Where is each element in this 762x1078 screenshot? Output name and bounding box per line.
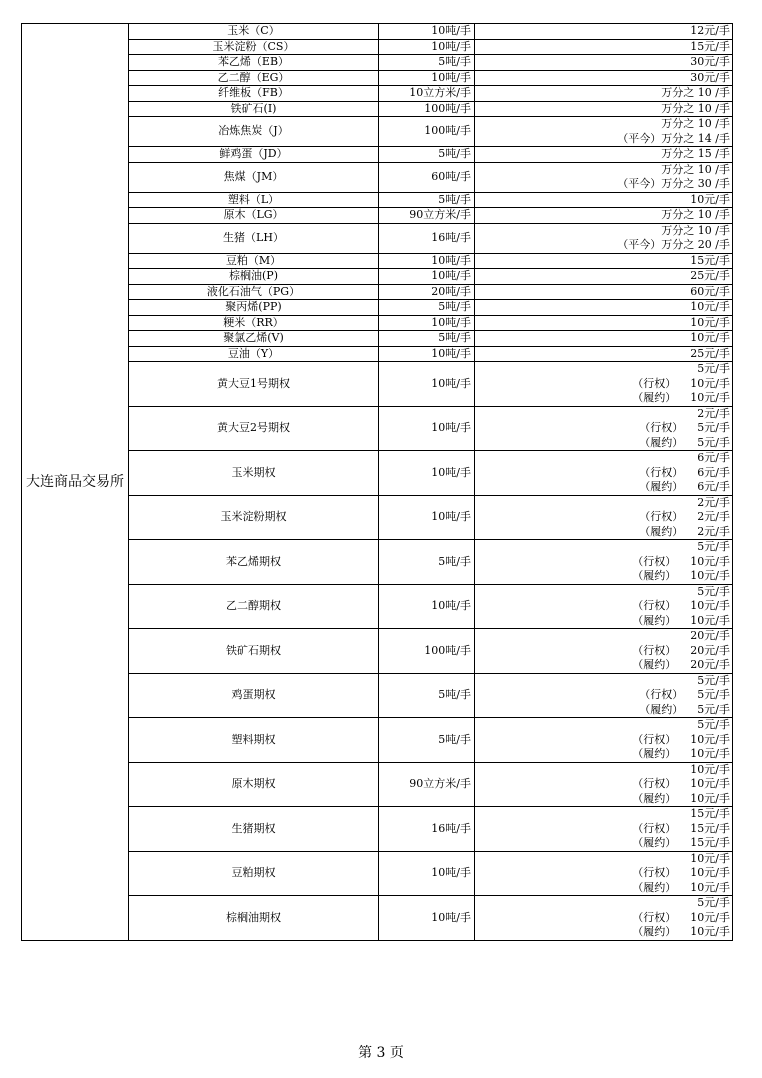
fee-type-label: （履约） xyxy=(632,747,677,760)
fee-value: 10元/手 xyxy=(690,569,730,582)
fee-type-label: （履约） xyxy=(632,613,677,627)
fee-type-label: （行权） xyxy=(639,510,684,523)
table-row xyxy=(22,192,733,208)
fee-type-label: （履约） xyxy=(632,391,677,404)
fee-type-label: （行权） xyxy=(632,821,677,835)
table-row xyxy=(22,451,733,496)
trading-unit: 10吨/手 xyxy=(379,451,475,496)
fee-line xyxy=(478,881,730,896)
fee-value: 6元/手 xyxy=(697,465,730,479)
fee-line xyxy=(478,585,730,600)
fee-cell xyxy=(475,406,733,451)
fee-value: 15元/手 xyxy=(690,807,730,820)
fee-line xyxy=(478,285,730,300)
fee-type-label: （履约） xyxy=(632,658,677,671)
table-row xyxy=(22,269,733,285)
fee-line xyxy=(478,733,730,748)
fee-line xyxy=(478,807,730,822)
fee-value: 5元/手 xyxy=(697,896,730,909)
fee-value: 10元/手 xyxy=(690,300,730,313)
trading-unit: 90立方米/手 xyxy=(379,208,475,224)
product-name: 粳米（RR） xyxy=(129,315,379,331)
page-number: 第 3 页 xyxy=(358,1045,404,1061)
table-row xyxy=(22,24,733,40)
fee-line xyxy=(478,71,730,86)
table-row xyxy=(22,208,733,224)
fee-line xyxy=(478,132,730,147)
fee-line xyxy=(478,362,730,377)
fee-value: 5元/手 xyxy=(697,702,730,716)
fee-value: 15元/手 xyxy=(690,253,730,267)
fee-cell xyxy=(475,208,733,224)
fee-value: 万分之 15 /手 xyxy=(661,147,730,160)
fee-table-body xyxy=(22,24,733,941)
table-row xyxy=(22,807,733,852)
fee-line xyxy=(478,896,730,911)
fee-cell xyxy=(475,346,733,362)
trading-unit: 10吨/手 xyxy=(379,406,475,451)
table-row xyxy=(22,162,733,192)
fee-line xyxy=(478,224,730,239)
table-row xyxy=(22,718,733,763)
fee-cell xyxy=(475,147,733,163)
fee-line xyxy=(478,703,730,718)
fee-value: 10元/手 xyxy=(690,747,730,760)
table-row xyxy=(22,851,733,896)
fee-line xyxy=(478,747,730,762)
table-row xyxy=(22,300,733,316)
table-row xyxy=(22,762,733,807)
trading-unit: 10吨/手 xyxy=(379,70,475,86)
fee-value: 5元/手 xyxy=(697,584,730,598)
fee-line xyxy=(478,421,730,436)
fee-line xyxy=(478,540,730,555)
fee-line xyxy=(478,510,730,525)
trading-unit: 5吨/手 xyxy=(379,540,475,585)
trading-unit: 5吨/手 xyxy=(379,331,475,347)
fee-value: 万分之 10 /手 xyxy=(661,208,730,221)
fee-cell xyxy=(475,331,733,347)
fee-cell xyxy=(475,192,733,208)
fee-value: 万分之 10 /手 xyxy=(661,86,730,99)
fee-table xyxy=(21,23,733,941)
fee-value: 6元/手 xyxy=(697,451,730,464)
trading-unit: 60吨/手 xyxy=(379,162,475,192)
fee-value: 10元/手 xyxy=(690,554,730,568)
trading-unit: 5吨/手 xyxy=(379,192,475,208)
fee-line xyxy=(478,347,730,362)
fee-type-label: （履约） xyxy=(632,791,677,805)
fee-value: 15元/手 xyxy=(690,39,730,53)
product-name: 黄大豆2号期权 xyxy=(129,406,379,451)
product-name: 原木（LG） xyxy=(129,208,379,224)
trading-unit: 100吨/手 xyxy=(379,101,475,117)
fee-value: 10元/手 xyxy=(690,315,730,329)
table-row xyxy=(22,147,733,163)
fee-line xyxy=(478,644,730,659)
fee-value: 10元/手 xyxy=(690,925,730,938)
fee-value: 10元/手 xyxy=(690,613,730,627)
fee-line xyxy=(478,792,730,807)
table-row xyxy=(22,584,733,629)
trading-unit: 10立方米/手 xyxy=(379,86,475,102)
fee-value: 25元/手 xyxy=(690,269,730,282)
fee-line xyxy=(478,208,730,223)
trading-unit: 100吨/手 xyxy=(379,117,475,147)
fee-value: 5元/手 xyxy=(697,673,730,687)
product-name: 豆粕期权 xyxy=(129,851,379,896)
trading-unit: 10吨/手 xyxy=(379,24,475,40)
product-name: 棕榈油期权 xyxy=(129,896,379,941)
table-row xyxy=(22,253,733,269)
product-name: 豆油（Y） xyxy=(129,346,379,362)
fee-line xyxy=(478,480,730,495)
fee-line xyxy=(478,777,730,792)
fee-line xyxy=(478,836,730,851)
fee-line xyxy=(478,40,730,55)
fee-value: 10元/手 xyxy=(690,331,730,344)
fee-value: 5元/手 xyxy=(697,718,730,731)
fee-value: 5元/手 xyxy=(697,688,730,701)
product-name: 鸡蛋期权 xyxy=(129,673,379,718)
fee-value: 万分之 10 /手 xyxy=(661,162,730,176)
product-name: 塑料（L） xyxy=(129,192,379,208)
fee-cell xyxy=(475,673,733,718)
fee-line xyxy=(478,599,730,614)
fee-line xyxy=(478,254,730,269)
fee-cell xyxy=(475,362,733,407)
product-name: 铁矿石期权 xyxy=(129,629,379,674)
fee-line xyxy=(478,391,730,406)
product-name: 乙二醇（EG） xyxy=(129,70,379,86)
fee-line xyxy=(478,688,730,703)
fee-value: 2元/手 xyxy=(697,524,730,538)
trading-unit: 5吨/手 xyxy=(379,147,475,163)
trading-unit: 20吨/手 xyxy=(379,284,475,300)
product-name: 冶炼焦炭（J） xyxy=(129,117,379,147)
table-row xyxy=(22,223,733,253)
fee-cell xyxy=(475,896,733,941)
fee-value: 60元/手 xyxy=(690,284,730,298)
product-name: 黄大豆1号期权 xyxy=(129,362,379,407)
fee-value: 5元/手 xyxy=(697,540,730,553)
trading-unit: 10吨/手 xyxy=(379,269,475,285)
trading-unit: 10吨/手 xyxy=(379,584,475,629)
fee-line xyxy=(478,555,730,570)
fee-line xyxy=(478,525,730,540)
trading-unit: 90立方米/手 xyxy=(379,762,475,807)
fee-cell xyxy=(475,39,733,55)
fee-cell xyxy=(475,315,733,331)
trading-unit: 10吨/手 xyxy=(379,495,475,540)
fee-value: 12元/手 xyxy=(690,24,730,37)
fee-value: 20元/手 xyxy=(690,629,730,642)
table-row xyxy=(22,86,733,102)
fee-type-label: （行权） xyxy=(632,732,677,746)
fee-line xyxy=(478,163,730,178)
fee-value: 10元/手 xyxy=(690,376,730,390)
fee-value: 万分之 10 /手 xyxy=(661,101,730,115)
fee-value: 25元/手 xyxy=(690,346,730,360)
fee-line xyxy=(478,763,730,778)
fee-value: （平今）万分之 20 /手 xyxy=(617,238,730,251)
trading-unit: 5吨/手 xyxy=(379,300,475,316)
fee-value: 6元/手 xyxy=(697,480,730,493)
fee-line xyxy=(478,436,730,451)
fee-value: 10元/手 xyxy=(690,880,730,894)
product-name: 焦煤（JM） xyxy=(129,162,379,192)
fee-value: 10元/手 xyxy=(690,777,730,790)
product-name: 苯乙烯期权 xyxy=(129,540,379,585)
product-name: 纤维板（FB） xyxy=(129,86,379,102)
trading-unit: 5吨/手 xyxy=(379,673,475,718)
table-row xyxy=(22,70,733,86)
table-row xyxy=(22,346,733,362)
fee-value: 5元/手 xyxy=(697,362,730,375)
fee-line xyxy=(478,569,730,584)
fee-line xyxy=(478,316,730,331)
trading-unit: 10吨/手 xyxy=(379,851,475,896)
product-name: 铁矿石(I) xyxy=(129,101,379,117)
fee-cell xyxy=(475,24,733,40)
table-row xyxy=(22,495,733,540)
fee-value: 10元/手 xyxy=(690,391,730,404)
fee-value: 10元/手 xyxy=(690,791,730,805)
fee-cell xyxy=(475,284,733,300)
trading-unit: 16吨/手 xyxy=(379,223,475,253)
fee-line xyxy=(478,674,730,689)
fee-type-label: （履约） xyxy=(639,480,684,493)
fee-value: 20元/手 xyxy=(690,658,730,671)
fee-type-label: （行权） xyxy=(639,421,684,434)
trading-unit: 10吨/手 xyxy=(379,362,475,407)
table-row xyxy=(22,362,733,407)
trading-unit: 10吨/手 xyxy=(379,346,475,362)
exchange-name: 大连商品交易所 xyxy=(22,24,129,941)
trading-unit: 5吨/手 xyxy=(379,718,475,763)
table-row xyxy=(22,896,733,941)
fee-line xyxy=(478,822,730,837)
fee-type-label: （行权） xyxy=(632,777,677,790)
product-name: 液化石油气（PG） xyxy=(129,284,379,300)
fee-cell xyxy=(475,629,733,674)
fee-line xyxy=(478,86,730,101)
product-name: 聚氯乙烯(V) xyxy=(129,331,379,347)
table-row xyxy=(22,117,733,147)
table-row xyxy=(22,284,733,300)
fee-type-label: （行权） xyxy=(632,866,677,879)
product-name: 玉米（C） xyxy=(129,24,379,40)
fee-type-label: （履约） xyxy=(639,702,684,716)
fee-cell xyxy=(475,300,733,316)
fee-type-label: （行权） xyxy=(632,599,677,612)
table-row xyxy=(22,101,733,117)
trading-unit: 10吨/手 xyxy=(379,39,475,55)
fee-line xyxy=(478,300,730,315)
fee-cell xyxy=(475,851,733,896)
product-name: 生猪（LH） xyxy=(129,223,379,253)
trading-unit: 10吨/手 xyxy=(379,315,475,331)
fee-line xyxy=(478,377,730,392)
fee-type-label: （行权） xyxy=(639,688,684,701)
fee-value: 2元/手 xyxy=(697,495,730,509)
table-row xyxy=(22,331,733,347)
product-name: 玉米淀粉（CS） xyxy=(129,39,379,55)
fee-line xyxy=(478,407,730,422)
fee-cell xyxy=(475,162,733,192)
fee-cell xyxy=(475,70,733,86)
fee-line xyxy=(478,718,730,733)
trading-unit: 16吨/手 xyxy=(379,807,475,852)
fee-line xyxy=(478,911,730,926)
product-name: 聚丙烯(PP) xyxy=(129,300,379,316)
fee-line xyxy=(478,496,730,511)
fee-line xyxy=(478,102,730,117)
fee-cell xyxy=(475,584,733,629)
fee-cell xyxy=(475,540,733,585)
fee-cell xyxy=(475,253,733,269)
product-name: 原木期权 xyxy=(129,762,379,807)
fee-line xyxy=(478,269,730,284)
fee-value: 10元/手 xyxy=(690,599,730,612)
fee-line xyxy=(478,466,730,481)
trading-unit: 5吨/手 xyxy=(379,55,475,71)
fee-value: 15元/手 xyxy=(690,836,730,849)
fee-type-label: （行权） xyxy=(632,910,677,924)
fee-line xyxy=(478,451,730,466)
fee-line xyxy=(478,238,730,253)
fee-value: 10元/手 xyxy=(690,866,730,879)
fee-value: 5元/手 xyxy=(697,435,730,449)
fee-cell xyxy=(475,117,733,147)
fee-type-label: （履约） xyxy=(632,836,677,849)
product-name: 豆粕（M） xyxy=(129,253,379,269)
fee-value: 10元/手 xyxy=(690,762,730,776)
fee-cell xyxy=(475,101,733,117)
fee-cell xyxy=(475,223,733,253)
fee-value: 30元/手 xyxy=(690,55,730,68)
fee-line xyxy=(478,866,730,881)
fee-cell xyxy=(475,718,733,763)
fee-value: 10元/手 xyxy=(690,851,730,865)
fee-value: 2元/手 xyxy=(697,406,730,420)
product-name: 乙二醇期权 xyxy=(129,584,379,629)
fee-type-label: （行权） xyxy=(639,465,684,479)
fee-line xyxy=(478,925,730,940)
fee-line xyxy=(478,24,730,39)
product-name: 鲜鸡蛋（JD） xyxy=(129,147,379,163)
fee-type-label: （履约） xyxy=(639,524,684,538)
product-name: 塑料期权 xyxy=(129,718,379,763)
fee-type-label: （行权） xyxy=(632,643,677,657)
fee-line xyxy=(478,658,730,673)
fee-type-label: （行权） xyxy=(632,554,677,568)
table-row xyxy=(22,540,733,585)
fee-value: 30元/手 xyxy=(690,70,730,84)
fee-type-label: （履约） xyxy=(632,880,677,894)
fee-value: 10元/手 xyxy=(690,732,730,746)
fee-line xyxy=(478,55,730,70)
product-name: 玉米淀粉期权 xyxy=(129,495,379,540)
product-name: 棕榈油(P) xyxy=(129,269,379,285)
table-row xyxy=(22,39,733,55)
product-name: 玉米期权 xyxy=(129,451,379,496)
fee-value: （平今）万分之 14 /手 xyxy=(617,131,730,145)
fee-value: 2元/手 xyxy=(697,510,730,523)
fee-type-label: （履约） xyxy=(639,435,684,449)
product-name: 苯乙烯（EB） xyxy=(129,55,379,71)
trading-unit: 100吨/手 xyxy=(379,629,475,674)
table-row xyxy=(22,55,733,71)
fee-value: 万分之 10 /手 xyxy=(661,223,730,237)
trading-unit: 10吨/手 xyxy=(379,253,475,269)
fee-value: 10元/手 xyxy=(690,192,730,206)
fee-cell xyxy=(475,762,733,807)
table-row xyxy=(22,673,733,718)
trading-unit: 10吨/手 xyxy=(379,896,475,941)
fee-line xyxy=(478,614,730,629)
fee-cell xyxy=(475,55,733,71)
table-row xyxy=(22,406,733,451)
fee-line xyxy=(478,117,730,132)
fee-type-label: （履约） xyxy=(632,925,677,938)
fee-line xyxy=(478,177,730,192)
fee-value: （平今）万分之 30 /手 xyxy=(617,177,730,190)
product-name: 生猪期权 xyxy=(129,807,379,852)
fee-cell xyxy=(475,269,733,285)
fee-value: 5元/手 xyxy=(697,421,730,434)
fee-line xyxy=(478,852,730,867)
table-row xyxy=(22,315,733,331)
fee-value: 20元/手 xyxy=(690,643,730,657)
fee-line xyxy=(478,193,730,208)
fee-type-label: （行权） xyxy=(632,376,677,390)
fee-value: 15元/手 xyxy=(690,821,730,835)
fee-value: 万分之 10 /手 xyxy=(661,117,730,130)
fee-line xyxy=(478,629,730,644)
fee-line xyxy=(478,331,730,346)
fee-type-label: （履约） xyxy=(632,569,677,582)
fee-cell xyxy=(475,495,733,540)
fee-line xyxy=(478,147,730,162)
fee-cell xyxy=(475,451,733,496)
fee-value: 10元/手 xyxy=(690,910,730,924)
fee-cell xyxy=(475,807,733,852)
fee-cell xyxy=(475,86,733,102)
table-row xyxy=(22,629,733,674)
